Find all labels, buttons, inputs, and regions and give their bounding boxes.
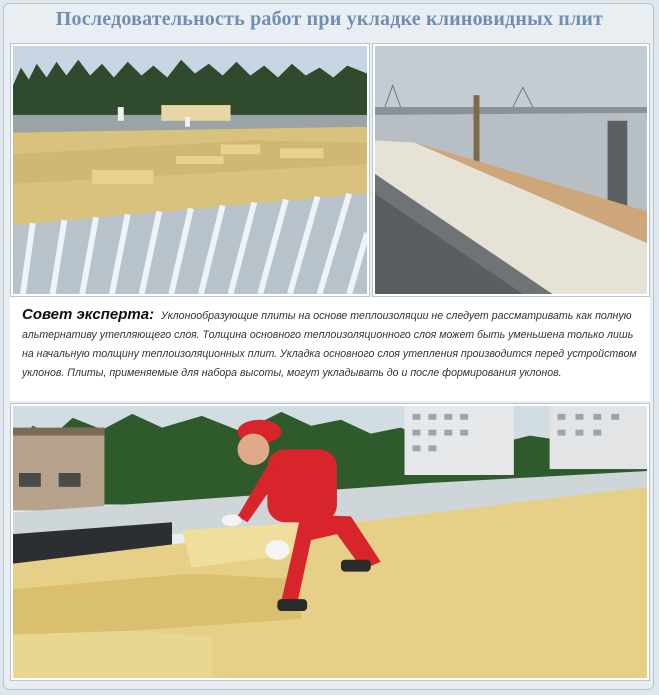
photo-worker-laying-slabs (11, 404, 649, 680)
photo-membrane-roof (373, 44, 649, 296)
photo-roof-insulation-boards (11, 44, 369, 296)
expert-tip (10, 297, 650, 401)
tip-text: Уклонообразующие плиты на основе теплоизоляции не следует рассматривать как полную альтернативу утепляющего слоя. Толщина основного теплоизоляционного слоя может быть уменьшена только лишь на начальную толщину теплоизоляционных плит. Укладка основного слоя утепления производится перед устройством уклонов. Плиты, применяемые для набора высоты, могут укладывать до и после формирования уклонов. (22, 310, 637, 379)
tip-heading: Совет эксперта: (22, 306, 155, 323)
page-title: Последовательность работ при укладке клиновидных плит (55, 8, 604, 30)
